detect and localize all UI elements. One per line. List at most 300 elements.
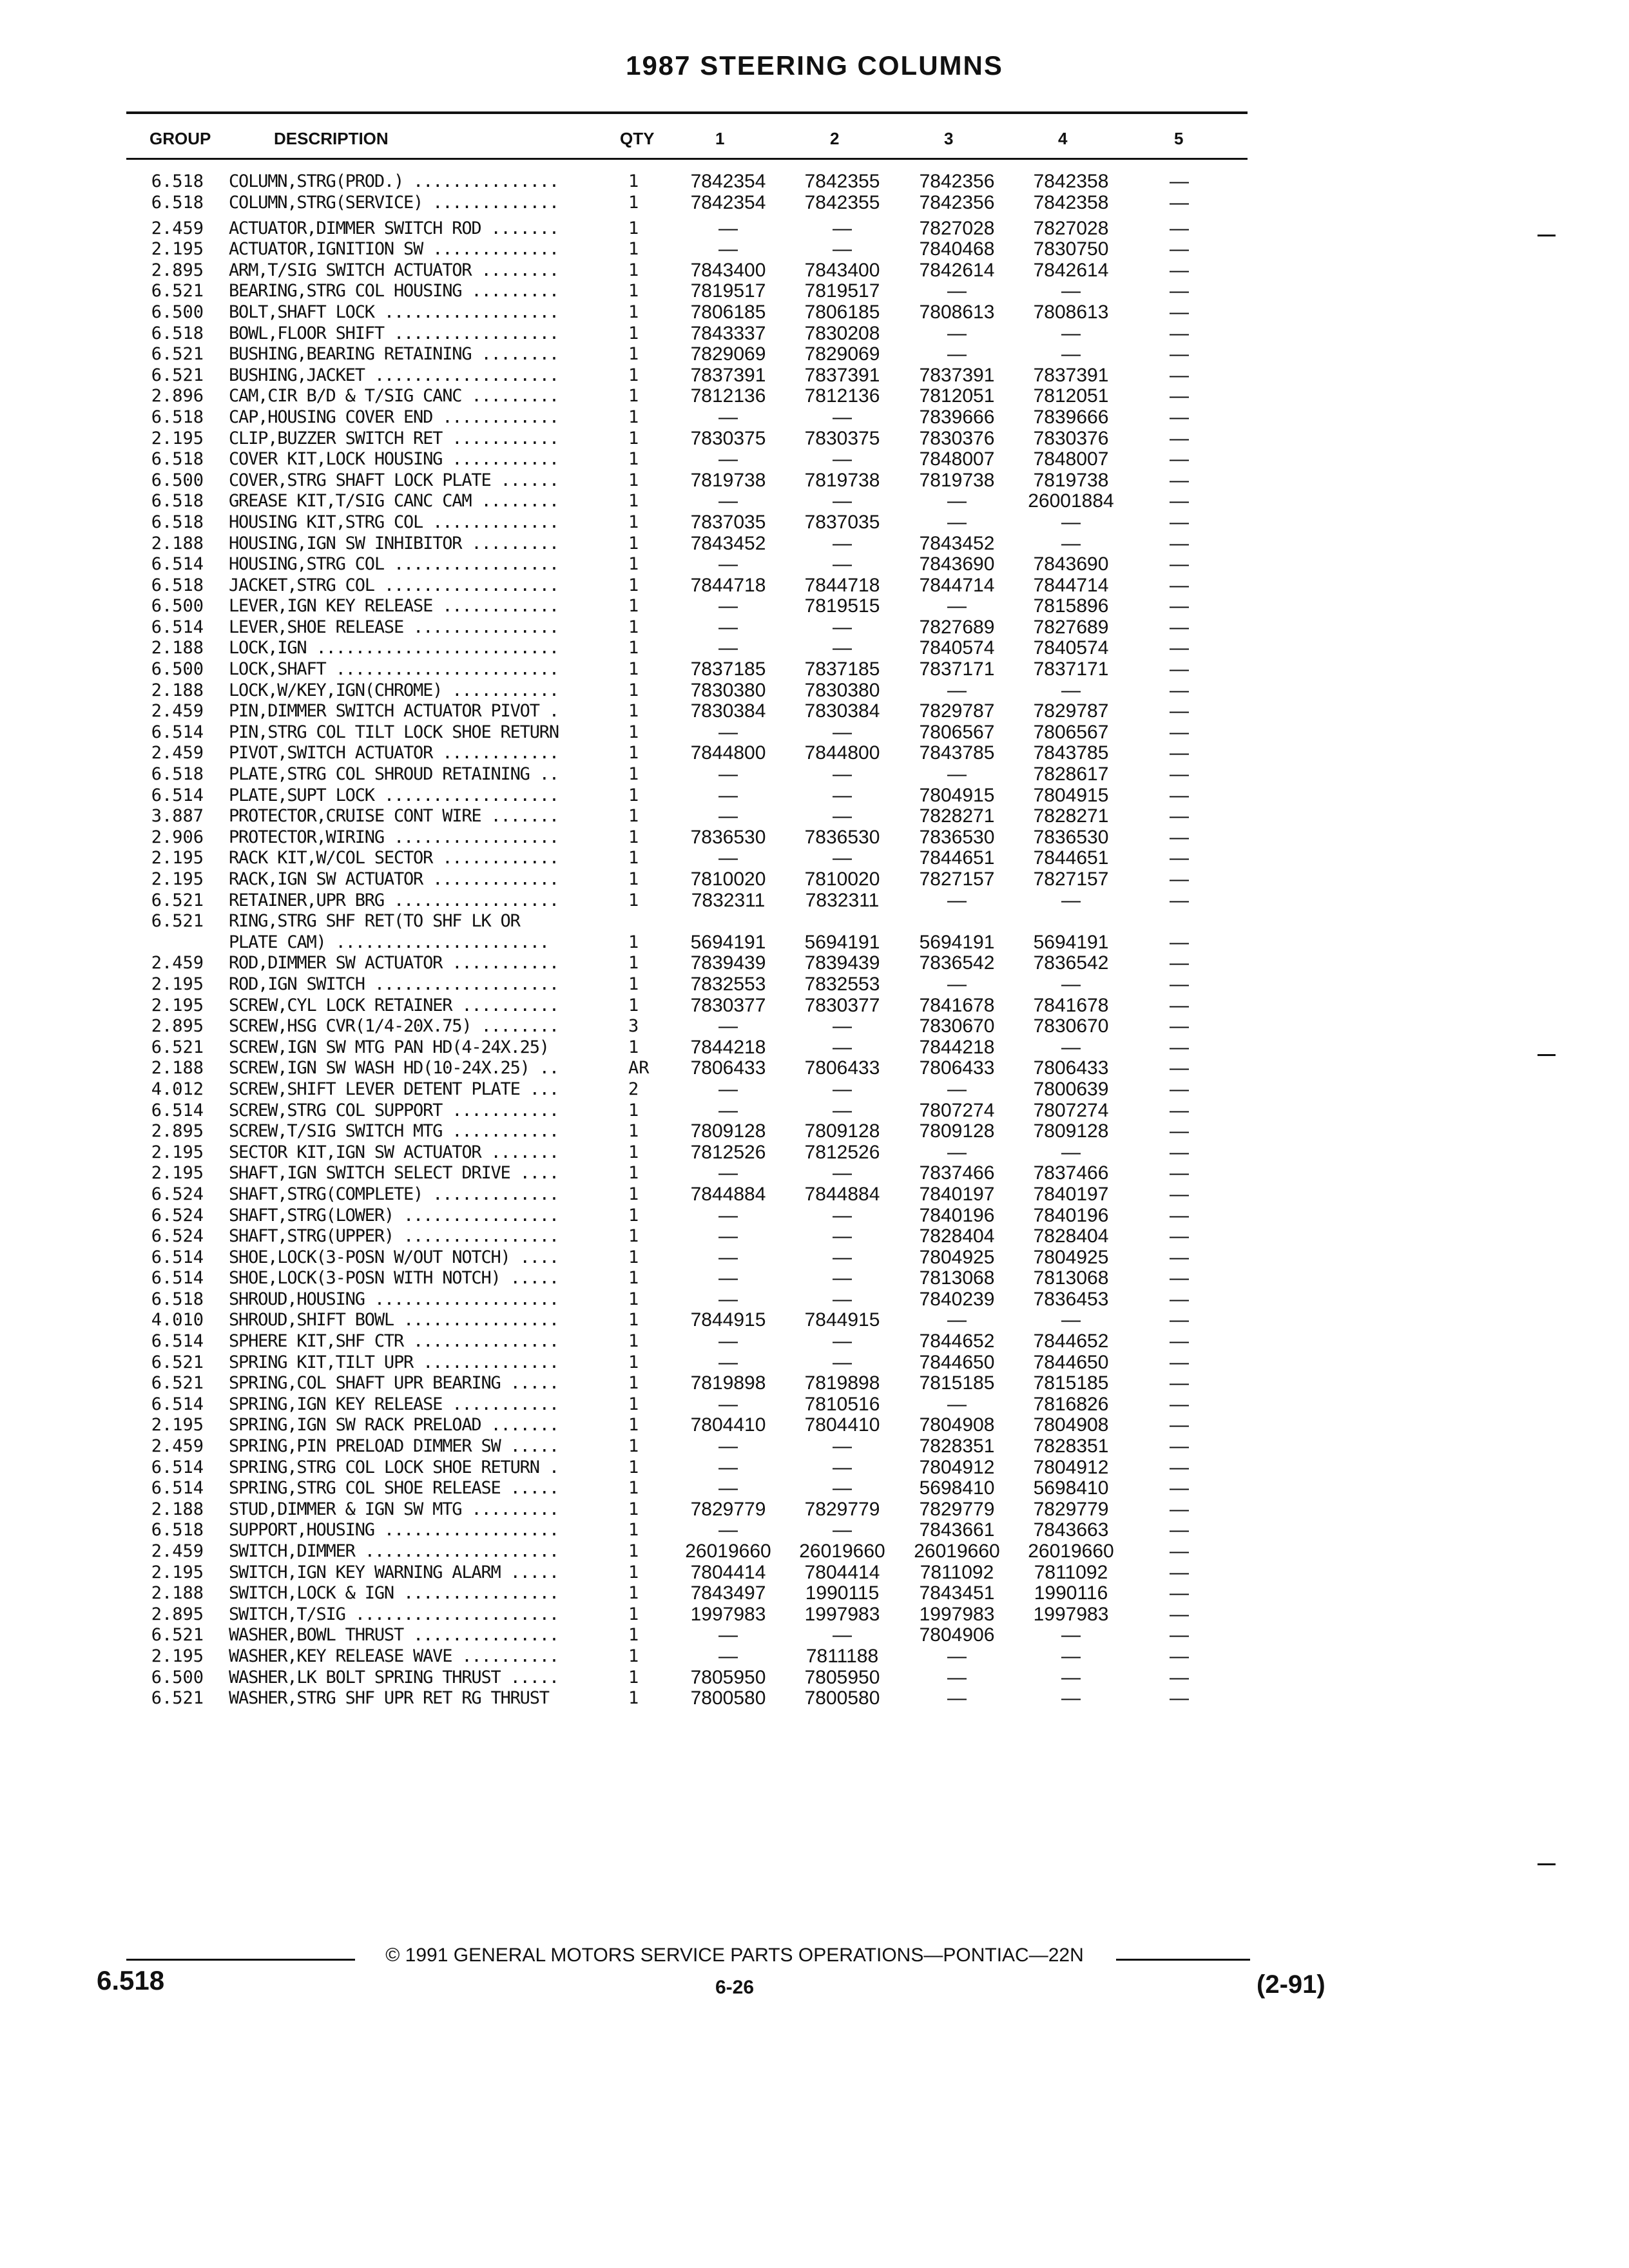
table-row <box>0 428 1629 450</box>
table-row <box>0 1478 1629 1499</box>
part-number-cell: 1990115 <box>805 1582 880 1604</box>
part-number-cell: — <box>718 616 738 638</box>
group-cell: 6.500 <box>151 659 204 680</box>
part-number-cell: — <box>1170 637 1189 659</box>
part-number-cell: — <box>1170 1477 1189 1499</box>
part-number-cell: 7837185 <box>804 658 880 680</box>
part-number-cell: 7806567 <box>1033 721 1109 743</box>
qty-cell: 1 <box>628 1562 639 1582</box>
group-cell: 4.012 <box>151 1079 204 1099</box>
description-cell: PROTECTOR,CRUISE CONT WIRE ....... <box>229 806 559 827</box>
part-number-cell: — <box>718 448 738 470</box>
qty-cell: 1 <box>628 1142 639 1162</box>
description-cell: LEVER,IGN KEY RELEASE ............ <box>229 596 559 617</box>
group-cell: 3.887 <box>151 806 204 827</box>
part-number-cell: 7806433 <box>804 1057 880 1079</box>
table-row <box>0 1604 1629 1626</box>
part-number-cell: 7804912 <box>919 1456 995 1478</box>
part-number-cell: — <box>833 805 852 827</box>
part-number-cell: — <box>947 1687 967 1709</box>
header-group: GROUP <box>149 129 211 148</box>
table-row <box>0 1394 1629 1416</box>
part-number-cell: — <box>1170 301 1189 323</box>
part-number-cell: 7828271 <box>1033 805 1109 827</box>
part-number-cell: — <box>1170 280 1189 302</box>
description-cell: SHOE,LOCK(3-POSN W/OUT NOTCH) .... <box>229 1247 559 1267</box>
part-number-cell: — <box>833 217 852 239</box>
qty-cell: 1 <box>628 1625 639 1646</box>
part-number-cell: — <box>947 889 967 911</box>
group-cell: 6.514 <box>151 1478 204 1499</box>
part-number-cell: 7804414 <box>690 1561 766 1583</box>
description-cell: SHAFT,IGN SWITCH SELECT DRIVE .... <box>229 1163 559 1184</box>
description-cell: CAP,HOUSING COVER END ............ <box>229 407 559 427</box>
part-number-cell: 7840197 <box>919 1183 995 1205</box>
part-number-cell: 7828404 <box>919 1225 995 1247</box>
part-number-cell: 7827157 <box>1033 869 1109 890</box>
part-number-cell: 7809128 <box>1033 1120 1109 1142</box>
table-row <box>0 659 1629 680</box>
group-cell: 6.514 <box>151 1394 204 1414</box>
part-number-cell: — <box>1170 322 1189 344</box>
qty-cell: 1 <box>628 659 639 680</box>
part-number-cell: 26019660 <box>914 1541 1000 1562</box>
group-cell: 2.195 <box>151 1415 204 1436</box>
group-cell: 2.195 <box>151 239 204 260</box>
qty-cell: 1 <box>628 638 639 658</box>
part-number-cell: — <box>1170 1498 1189 1520</box>
part-number-cell: 7815185 <box>1033 1372 1109 1394</box>
group-cell: 2.895 <box>151 260 204 280</box>
part-number-cell: 7828351 <box>1033 1436 1109 1457</box>
table-row <box>0 1016 1629 1037</box>
qty-cell: 1 <box>628 1226 639 1247</box>
table-row <box>0 302 1629 323</box>
part-number-cell: 7843337 <box>690 322 766 344</box>
qty-cell: 1 <box>628 1184 639 1204</box>
part-number-cell: — <box>833 448 852 470</box>
table-row <box>0 239 1629 260</box>
group-cell: 4.010 <box>151 1310 204 1331</box>
table-row <box>0 1562 1629 1584</box>
part-number-cell: 7844800 <box>690 742 766 764</box>
part-number-cell: 7836542 <box>1033 952 1109 974</box>
part-number-cell: — <box>1170 1666 1189 1688</box>
qty-cell: 1 <box>628 1331 639 1352</box>
part-number-cell: 7837391 <box>690 364 766 386</box>
part-number-cell: 7811092 <box>920 1561 994 1583</box>
table-row <box>0 1646 1629 1667</box>
description-cell: SWITCH,DIMMER .................... <box>229 1541 559 1561</box>
group-cell: 2.195 <box>151 995 204 1015</box>
table-row <box>0 1373 1629 1394</box>
part-number-cell: 7804915 <box>1033 784 1109 806</box>
table-row <box>0 344 1629 365</box>
part-number-cell: 5694191 <box>919 931 995 953</box>
part-number-cell: 7830377 <box>690 994 766 1016</box>
part-number-cell: 7844218 <box>919 1036 995 1058</box>
qty-cell: 1 <box>628 1268 639 1289</box>
part-number-cell: 7804908 <box>1033 1414 1109 1436</box>
group-cell: 6.514 <box>151 554 204 575</box>
part-number-cell: — <box>1170 1309 1189 1331</box>
description-cell: LEVER,SHOE RELEASE ............... <box>229 617 559 637</box>
part-number-cell: 7837391 <box>804 364 880 386</box>
part-number-cell: 7842355 <box>804 171 880 192</box>
qty-cell: 1 <box>628 1604 639 1624</box>
part-number-cell: 7830208 <box>804 322 880 344</box>
description-cell: SWITCH,LOCK & IGN ................ <box>229 1583 559 1604</box>
footer-line-left <box>126 1959 355 1961</box>
part-number-cell: — <box>1170 1078 1189 1100</box>
footer-copyright: © 1991 GENERAL MOTORS SERVICE PARTS OPERATIONS—PONTIAC—22N <box>385 1945 1084 1966</box>
description-cell: BOWL,FLOOR SHIFT ................. <box>229 323 559 343</box>
part-number-cell: 7812051 <box>1033 385 1109 407</box>
qty-cell: 1 <box>628 281 639 302</box>
part-number-cell: 7844652 <box>1033 1331 1109 1352</box>
description-cell: SHAFT,STRG(COMPLETE) ............. <box>229 1184 559 1204</box>
description-cell: PROTECTOR,WIRING ................. <box>229 827 559 847</box>
group-cell: 6.524 <box>151 1184 204 1204</box>
description-cell: JACKET,STRG COL .................. <box>229 575 559 595</box>
part-number-cell: 7829787 <box>1033 700 1109 722</box>
table-row <box>0 1310 1629 1331</box>
qty-cell: 1 <box>628 171 639 191</box>
part-number-cell: 7828617 <box>1033 764 1109 785</box>
margin-tick <box>1537 1054 1556 1056</box>
part-number-cell: 7830380 <box>690 679 766 701</box>
part-number-cell: 7813068 <box>1033 1267 1109 1289</box>
table-row <box>0 1121 1629 1142</box>
part-number-cell: — <box>833 637 852 659</box>
qty-cell: 1 <box>628 743 639 764</box>
description-cell: BUSHING,BEARING RETAINING ........ <box>229 344 559 365</box>
part-number-cell: 7827689 <box>919 616 995 638</box>
group-cell: 6.518 <box>151 1520 204 1541</box>
description-cell: SWITCH,IGN KEY WARNING ALARM ..... <box>229 1562 559 1582</box>
description-cell: ARM,T/SIG SWITCH ACTUATOR ........ <box>229 260 559 280</box>
part-number-cell: — <box>1170 574 1189 596</box>
table-row <box>0 218 1629 240</box>
table-row <box>0 1415 1629 1436</box>
group-cell: 6.518 <box>151 575 204 595</box>
description-cell: PIN,DIMMER SWITCH ACTUATOR PIVOT . <box>229 701 559 722</box>
part-number-cell: — <box>947 595 967 617</box>
part-number-cell: 7819738 <box>1033 469 1109 491</box>
part-number-cell: — <box>1170 784 1189 806</box>
part-number-cell: — <box>718 490 738 512</box>
description-cell: PLATE CAM) ...................... <box>229 932 549 952</box>
part-number-cell: — <box>1170 1414 1189 1436</box>
description-cell: HOUSING,IGN SW INHIBITOR ......... <box>229 533 559 553</box>
part-number-cell: 7827689 <box>1033 616 1109 638</box>
qty-cell: AR <box>628 1058 650 1079</box>
part-number-cell: — <box>833 1036 852 1058</box>
table-row <box>0 1142 1629 1164</box>
description-cell: COLUMN,STRG(SERVICE) ............. <box>229 192 559 213</box>
part-number-cell: — <box>718 1246 738 1268</box>
table-row <box>0 995 1629 1017</box>
table-row <box>0 890 1629 912</box>
part-number-cell: 7842355 <box>804 191 880 213</box>
description-cell: ACTUATOR,IGNITION SW ............. <box>229 239 559 260</box>
part-number-cell: 7841678 <box>1033 994 1109 1016</box>
description-cell: RACK KIT,W/COL SECTOR ............ <box>229 848 559 869</box>
part-number-cell: 7843452 <box>919 532 995 554</box>
group-cell: 6.521 <box>151 1037 204 1057</box>
part-number-cell: 7837466 <box>1033 1162 1109 1184</box>
group-cell: 6.514 <box>151 722 204 742</box>
part-number-cell: — <box>947 1309 967 1331</box>
table-row <box>0 491 1629 512</box>
group-cell: 6.514 <box>151 617 204 637</box>
part-number-cell: 7837035 <box>804 511 880 533</box>
qty-cell: 1 <box>628 575 639 595</box>
part-number-cell: 7828271 <box>919 805 995 827</box>
part-number-cell: — <box>1170 1267 1189 1289</box>
part-number-cell: — <box>947 679 967 701</box>
part-number-cell: 1997983 <box>690 1603 766 1625</box>
header-description: DESCRIPTION <box>274 129 389 148</box>
part-number-cell: — <box>833 1099 852 1121</box>
part-number-cell: 7805950 <box>690 1666 766 1688</box>
part-number-cell: 7844652 <box>919 1331 995 1352</box>
part-number-cell: — <box>833 1288 852 1310</box>
part-number-cell: 5698410 <box>919 1477 995 1499</box>
part-number-cell: — <box>833 1436 852 1457</box>
part-number-cell: — <box>947 1078 967 1100</box>
part-number-cell: 7837171 <box>1033 658 1109 680</box>
part-number-cell: — <box>1170 764 1189 785</box>
description-cell: SPRING,IGN KEY RELEASE ........... <box>229 1394 559 1414</box>
part-number-cell: 7842354 <box>690 171 766 192</box>
part-number-cell: 7843661 <box>919 1519 995 1541</box>
part-number-cell: 7806433 <box>1033 1057 1109 1079</box>
part-number-cell: 7812136 <box>690 385 766 407</box>
part-number-cell: 7809128 <box>690 1120 766 1142</box>
part-number-cell: — <box>1170 217 1189 239</box>
part-number-cell: 7830670 <box>919 1015 995 1037</box>
group-cell: 6.514 <box>151 1247 204 1267</box>
part-number-cell: 7837035 <box>690 511 766 533</box>
table-row <box>0 701 1629 722</box>
group-cell: 2.195 <box>151 869 204 889</box>
part-number-cell: 7810020 <box>804 869 880 890</box>
description-cell: GREASE KIT,T/SIG CANC CAM ........ <box>229 491 559 512</box>
qty-cell: 3 <box>628 1016 639 1037</box>
table-row <box>0 323 1629 345</box>
part-number-cell: — <box>947 973 967 995</box>
part-number-cell: — <box>1170 742 1189 764</box>
group-cell: 6.518 <box>151 512 204 532</box>
part-number-cell: — <box>1170 1015 1189 1037</box>
qty-cell: 1 <box>628 1247 639 1267</box>
description-cell: SCREW,IGN SW MTG PAN HD(4-24X.25) <box>229 1037 549 1057</box>
part-number-cell: 7843785 <box>1033 742 1109 764</box>
part-number-cell: — <box>1061 322 1081 344</box>
table-row <box>0 1499 1629 1521</box>
part-number-cell: — <box>718 1456 738 1478</box>
part-number-cell: — <box>718 1078 738 1100</box>
part-number-cell: 7840574 <box>1033 637 1109 659</box>
description-cell: SCREW,SHIFT LEVER DETENT PLATE ... <box>229 1079 559 1099</box>
part-number-cell: — <box>833 1162 852 1184</box>
part-number-cell: — <box>1170 1225 1189 1247</box>
part-number-cell: — <box>833 553 852 575</box>
part-number-cell: 5694191 <box>690 931 766 953</box>
qty-cell: 2 <box>628 1079 639 1099</box>
part-number-cell: 7829069 <box>804 343 880 365</box>
description-cell: ROD,DIMMER SW ACTUATOR ........... <box>229 953 559 974</box>
table-row <box>0 575 1629 597</box>
description-cell: PLATE,STRG COL SHROUD RETAINING .. <box>229 764 559 785</box>
table-row <box>0 848 1629 869</box>
part-number-cell: — <box>947 511 967 533</box>
top-rule <box>126 111 1248 114</box>
group-cell: 2.188 <box>151 1499 204 1519</box>
part-number-cell: — <box>1170 1204 1189 1226</box>
table-row <box>0 171 1629 193</box>
group-cell: 2.896 <box>151 386 204 407</box>
part-number-cell: 7844884 <box>690 1183 766 1205</box>
part-number-cell: — <box>718 553 738 575</box>
part-number-cell: 7832553 <box>690 973 766 995</box>
description-cell: SWITCH,T/SIG ..................... <box>229 1604 559 1624</box>
part-number-cell: — <box>718 406 738 428</box>
part-number-cell: 7829787 <box>919 700 995 722</box>
group-cell: 6.524 <box>151 1226 204 1247</box>
part-number-cell: — <box>833 490 852 512</box>
table-row <box>0 1079 1629 1100</box>
part-number-cell: — <box>833 1015 852 1037</box>
table-row <box>0 638 1629 659</box>
part-number-cell: — <box>1170 259 1189 281</box>
part-number-cell: 7839439 <box>690 952 766 974</box>
part-number-cell: 7816826 <box>1033 1393 1109 1415</box>
part-number-cell: — <box>1170 869 1189 890</box>
part-number-cell: 26019660 <box>685 1541 771 1562</box>
group-cell: 2.459 <box>151 953 204 974</box>
part-number-cell: 7830384 <box>804 700 880 722</box>
part-number-cell: — <box>718 847 738 869</box>
description-cell: COLUMN,STRG(PROD.) ............... <box>229 171 559 191</box>
part-number-cell: 7810020 <box>690 869 766 890</box>
qty-cell: 1 <box>628 470 639 490</box>
part-number-cell: 7805950 <box>804 1666 880 1688</box>
part-number-cell: — <box>1170 385 1189 407</box>
part-number-cell: — <box>1170 994 1189 1016</box>
part-number-cell: 7843690 <box>1033 553 1109 575</box>
part-number-cell: — <box>1170 595 1189 617</box>
group-cell: 6.518 <box>151 449 204 470</box>
part-number-cell: — <box>1170 658 1189 680</box>
part-number-cell: — <box>718 217 738 239</box>
part-number-cell: — <box>1170 1351 1189 1373</box>
table-row <box>0 1625 1629 1646</box>
part-number-cell: — <box>1170 553 1189 575</box>
part-number-cell: 7819515 <box>804 595 880 617</box>
part-number-cell: — <box>833 847 852 869</box>
part-number-cell: 7844718 <box>690 574 766 596</box>
group-cell: 6.521 <box>151 344 204 365</box>
part-number-cell: — <box>1170 1246 1189 1268</box>
part-number-cell: 7827157 <box>919 869 995 890</box>
part-number-cell: 7843497 <box>690 1582 766 1604</box>
description-cell: PIN,STRG COL TILT LOCK SHOE RETURN <box>229 722 559 742</box>
description-cell: BOLT,SHAFT LOCK .................. <box>229 302 559 322</box>
qty-cell: 1 <box>628 806 639 827</box>
table-row <box>0 1100 1629 1122</box>
table-row <box>0 1688 1629 1709</box>
qty-cell: 1 <box>628 218 639 238</box>
group-cell: 2.895 <box>151 1121 204 1142</box>
part-number-cell: — <box>1170 1036 1189 1058</box>
group-cell: 2.195 <box>151 1562 204 1582</box>
part-number-cell: — <box>1170 805 1189 827</box>
group-cell: 2.188 <box>151 680 204 700</box>
part-number-cell: 26001884 <box>1028 490 1114 512</box>
part-number-cell: 7804912 <box>1033 1456 1109 1478</box>
part-number-cell: — <box>1170 1183 1189 1205</box>
description-cell: RETAINER,UPR BRG ................. <box>229 890 559 910</box>
qty-cell: 1 <box>628 1352 639 1372</box>
parts-table <box>0 171 1629 1709</box>
part-number-cell: 7804915 <box>919 784 995 806</box>
header-col-1: 1 <box>715 129 725 148</box>
part-number-cell: — <box>1170 1120 1189 1142</box>
description-cell: ROD,IGN SWITCH ................... <box>229 974 559 994</box>
qty-cell: 1 <box>628 1457 639 1477</box>
part-number-cell: 7830750 <box>1033 238 1109 260</box>
description-cell: CLIP,BUZZER SWITCH RET ........... <box>229 428 559 448</box>
group-cell: 2.459 <box>151 1541 204 1561</box>
part-number-cell: 7830380 <box>804 679 880 701</box>
part-number-cell: — <box>1170 1624 1189 1646</box>
part-number-cell: — <box>833 784 852 806</box>
part-number-cell: 7844915 <box>690 1309 766 1331</box>
margin-tick <box>1537 235 1556 236</box>
part-number-cell: — <box>1061 280 1081 302</box>
qty-cell: 1 <box>628 302 639 322</box>
group-cell: 6.518 <box>151 192 204 213</box>
part-number-cell: — <box>718 1267 738 1289</box>
part-number-cell: 7844650 <box>919 1351 995 1373</box>
table-row <box>0 1541 1629 1562</box>
part-number-cell: 5694191 <box>1033 931 1109 953</box>
part-number-cell: — <box>833 1225 852 1247</box>
part-number-cell: 7840468 <box>919 238 995 260</box>
part-number-cell: — <box>947 343 967 365</box>
part-number-cell: — <box>718 1477 738 1499</box>
footer-line-right <box>1116 1959 1250 1961</box>
part-number-cell: — <box>1061 889 1081 911</box>
part-number-cell: — <box>718 1099 738 1121</box>
part-number-cell: — <box>947 764 967 785</box>
description-cell: WASHER,BOWL THRUST ............... <box>229 1625 559 1646</box>
qty-cell: 1 <box>628 953 639 974</box>
group-cell: 6.518 <box>151 764 204 785</box>
group-cell: 2.895 <box>151 1604 204 1624</box>
table-row <box>0 470 1629 492</box>
description-cell: PLATE,SUPT LOCK .................. <box>229 785 559 805</box>
qty-cell: 1 <box>628 239 639 260</box>
part-number-cell: 7829779 <box>690 1498 766 1520</box>
group-cell: 2.459 <box>151 743 204 764</box>
part-number-cell: 7844884 <box>804 1183 880 1205</box>
part-number-cell: 7819738 <box>804 469 880 491</box>
part-number-cell: 7843451 <box>919 1582 995 1604</box>
part-number-cell: — <box>833 238 852 260</box>
